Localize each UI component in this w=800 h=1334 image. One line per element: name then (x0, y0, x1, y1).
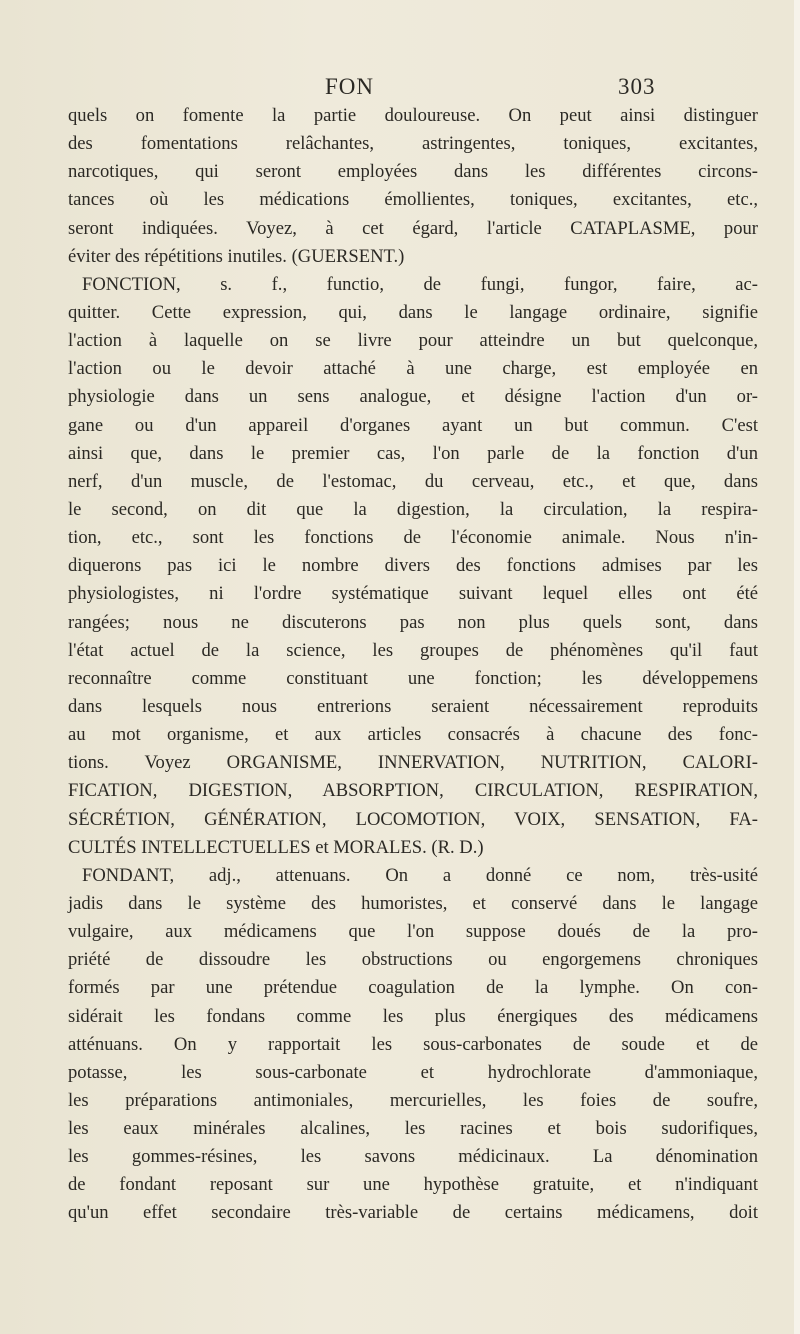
text-line: ainsi que, dans le premier cas, l'on parle de la fonction d'un (68, 442, 758, 464)
text-line: reconnaître comme constituant une fonction; les développemens (68, 667, 758, 689)
text-line: atténuans. On y rapportait les sous-carbonates de soude et de (68, 1033, 758, 1055)
text-line: tions. Voyez ORGANISME, INNERVATION, NUTRITION, CALORI- (68, 752, 758, 774)
text-line: gane ou d'un appareil d'organes ayant un but commun. C'est (68, 414, 758, 436)
text-line: potasse, les sous-carbonate et hydrochlorate d'ammoniaque, (68, 1061, 758, 1083)
text-line: l'action ou le devoir attaché à une charge, est employée en (68, 358, 758, 380)
text-line: seront indiquées. Voyez, à cet égard, l'article CATAPLASME, pour (68, 217, 758, 239)
page-number: 303 (618, 74, 656, 99)
text-line: dans lesquels nous entrerions seraient nécessairement reproduits (68, 695, 758, 717)
text-line: éviter des répétitions inutiles. (GUERSENT.) (68, 245, 405, 267)
text-line: narcotiques, qui seront employées dans les différentes circons- (68, 161, 758, 183)
text-line: l'action à laquelle on se livre pour atteindre un but quelconque, (68, 330, 758, 352)
text-line: au mot organisme, et aux articles consacrés à chacune des fonc- (68, 724, 758, 746)
text-line: des fomentations relâchantes, astringentes, toniques, excitantes, (68, 133, 758, 155)
text-line: rangées; nous ne discuterons pas non plus quels sont, dans (68, 611, 758, 633)
text-line: jadis dans le système des humoristes, et conservé dans le langage (68, 892, 758, 914)
text-line: priété de dissoudre les obstructions ou engorgemens chroniques (68, 949, 758, 971)
page-edge (794, 0, 800, 1334)
text-line: les eaux minérales alcalines, les racines et bois sudorifiques, (68, 1118, 758, 1140)
entry-fonction-line: FONCTION, s. f., functio, de fungi, fungor, faire, ac- (82, 273, 758, 295)
text-line: vulgaire, aux médicamens que l'on suppose doués de la pro- (68, 921, 758, 943)
text-line: qu'un effet secondaire très-variable de certains médicamens, doit (68, 1202, 758, 1224)
text-line: sidérait les fondans comme les plus énergiques des médicamens (68, 1005, 758, 1027)
text-line: physiologie dans un sens analogue, et désigne l'action d'un or- (68, 386, 758, 408)
entry-fondant-line: FONDANT, adj., attenuans. On a donné ce nom, très-usité (82, 864, 758, 886)
text-line: les gommes-résines, les savons médicinaux. La dénomination (68, 1146, 758, 1168)
text-line: SÉCRÉTION, GÉNÉRATION, LOCOMOTION, VOIX, SENSATION, FA- (68, 808, 758, 830)
running-head-title: FON (325, 74, 375, 99)
text-line: nerf, d'un muscle, de l'estomac, du cerveau, etc., et que, dans (68, 470, 758, 492)
text-line: tances où les médications émollientes, toniques, excitantes, etc., (68, 189, 758, 211)
text-line: les préparations antimoniales, mercurielles, les foies de soufre, (68, 1089, 758, 1111)
text-line: de fondant reposant sur une hypothèse gratuite, et n'indiquant (68, 1174, 758, 1196)
running-head (0, 74, 800, 104)
text-line: physiologistes, ni l'ordre systématique suivant lequel elles ont été (68, 583, 758, 605)
text-line: l'état actuel de la science, les groupes de phénomènes qu'il faut (68, 639, 758, 661)
text-line: formés par une prétendue coagulation de la lymphe. On con- (68, 977, 758, 999)
body-text (68, 102, 758, 1228)
text-line: FICATION, DIGESTION, ABSORPTION, CIRCULATION, RESPIRATION, (68, 780, 758, 802)
text-line: le second, on dit que la digestion, la circulation, la respira- (68, 498, 758, 520)
text-line: diquerons pas ici le nombre divers des fonctions admises par les (68, 555, 758, 577)
text-line: CULTÉS INTELLECTUELLES et MORALES. (R. D.) (68, 836, 484, 858)
text-line: quels on fomente la partie douloureuse. On peut ainsi distinguer (68, 105, 758, 126)
text-line: tion, etc., sont les fonctions de l'économie animale. Nous n'in- (68, 527, 758, 549)
text-line: quitter. Cette expression, qui, dans le langage ordinaire, signifie (68, 301, 758, 323)
